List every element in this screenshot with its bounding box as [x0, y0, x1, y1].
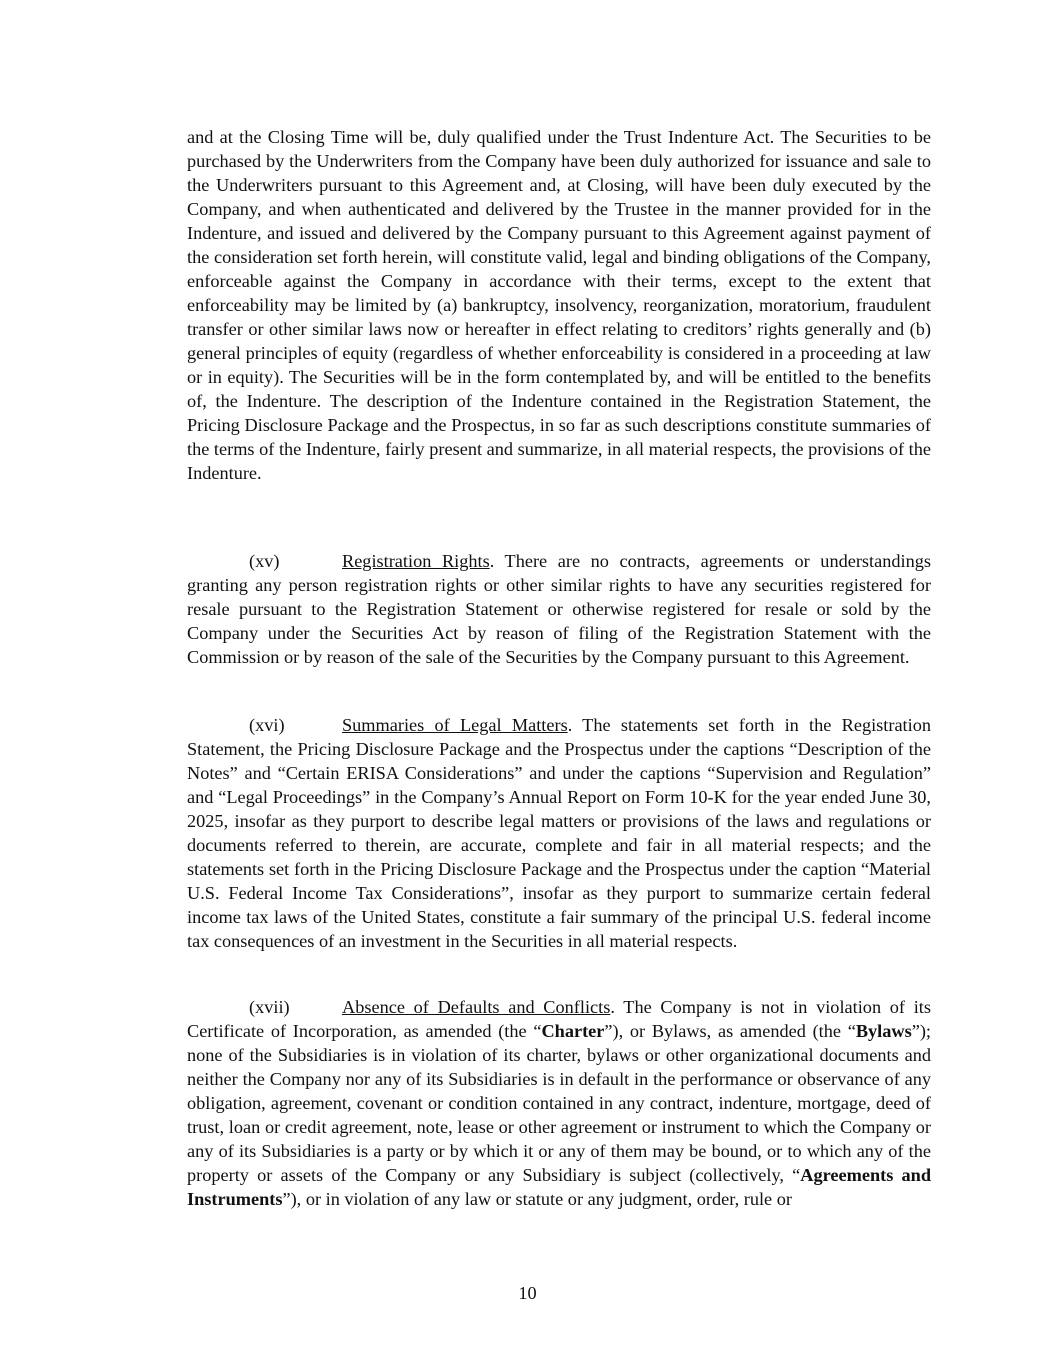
section-heading: Summaries of Legal Matters [342, 715, 568, 735]
section-xvi-summaries-of-legal-matters [187, 713, 931, 953]
defined-term-charter: Charter [541, 1021, 605, 1041]
page-number: 10 [518, 1283, 537, 1303]
section-body-part-2: ”), or Bylaws, as amended (the “ [604, 1021, 856, 1041]
section-body-part-3: ”); none of the Subsidiaries is in violation of its charter, bylaws or other organizational documents and neither the Company nor any of its Subsidiaries is in default in the performance or observance of any obligation, agreement, covenant or condition contained in any contract, indenture, mortgage, deed of trust, loan or credit agreement, note, lease or other agreement or instrument to which the Company or any of its Subsidiaries is a party or by which it or any of them may be bound, or to which any of the property or assets of the Company or any Subsidiary is subject (collectively, “ [187, 1021, 931, 1185]
section-body: . There are no contracts, agreements or understandings granting any person registration rights or other similar rights to have any securities registered for resale pursuant to the Registration Statement or otherwise registered for resale or sold by the Company under the Securities Act by reason of filing of the Registration Statement with the Commission or by reason of the sale of the Securities by the Company pursuant to this Agreement. [187, 551, 931, 667]
section-heading: Registration Rights [342, 551, 490, 571]
section-number: (xvi) [249, 715, 285, 735]
section-body-part-1: . The Company is not in violation of its Certificate of Incorporation, as amended (the “ [187, 997, 931, 1041]
defined-term-agreements-and-instruments: Agreements and Instruments [187, 1165, 931, 1209]
section-xvii-absence-of-defaults [187, 995, 931, 1211]
section-number: (xv) [249, 551, 280, 571]
section-xv-registration-rights [187, 549, 931, 669]
section-number: (xvii) [249, 997, 290, 1017]
section-body-part-4: ”), or in violation of any law or statute or any judgment, order, rule or [282, 1189, 792, 1209]
defined-term-bylaws: Bylaws [855, 1021, 912, 1041]
paragraph-continuation: and at the Closing Time will be, duly qualified under the Trust Indenture Act. The Securities to be purchased by the Underwriters from the Company have been duly authorized for issuance and sale to the Underwriters pursuant to this Agreement and, at Closing, will have been duly executed by the Company, and when authenticated and delivered by the Trustee in the manner provided for in the Indenture, and issued and delivered by the Company pursuant to this Agreement against payment of the consideration set forth herein, will constitute valid, legal and binding obligations of the Company, enforceable against the Company in accordance with their terms, except to the extent that enforceability may be limited by (a) bankruptcy, insolvency, reorganization, moratorium, fraudulent transfer or other similar laws now or hereafter in effect relating to creditors’ rights generally and (b) general principles of equity (regardless of whether enforceability is considered in a proceeding at law or in equity). The Securities will be in the form contemplated by, and will be entitled to the benefits of, the Indenture. The description of the Indenture contained in the Registration Statement, the Pricing Disclosure Package and the Prospectus, in so far as such descriptions constitute summaries of the terms of the Indenture, fairly present and summarize, in all material respects, the provisions of the Indenture. [187, 127, 931, 483]
section-body: . The statements set forth in the Registration Statement, the Pricing Disclosure Package and the Prospectus under the captions “Description of the Notes” and “Certain ERISA Considerations” and under the captions “Supervision and Regulation” and “Legal Proceedings” in the Company’s Annual Report on Form 10-K for the year ended June 30, 2025, insofar as they purport to describe legal matters or provisions of the laws and regulations or documents referred to therein, are accurate, complete and fair in all material respects; and the statements set forth in the Pricing Disclosure Package and the Prospectus under the caption “Material U.S. Federal Income Tax Considerations”, insofar as they purport to summarize certain federal income tax laws of the United States, constitute a fair summary of the principal U.S. federal income tax consequences of an investment in the Securities in all material respects. [187, 715, 931, 951]
section-heading: Absence of Defaults and Conflicts [342, 997, 611, 1017]
